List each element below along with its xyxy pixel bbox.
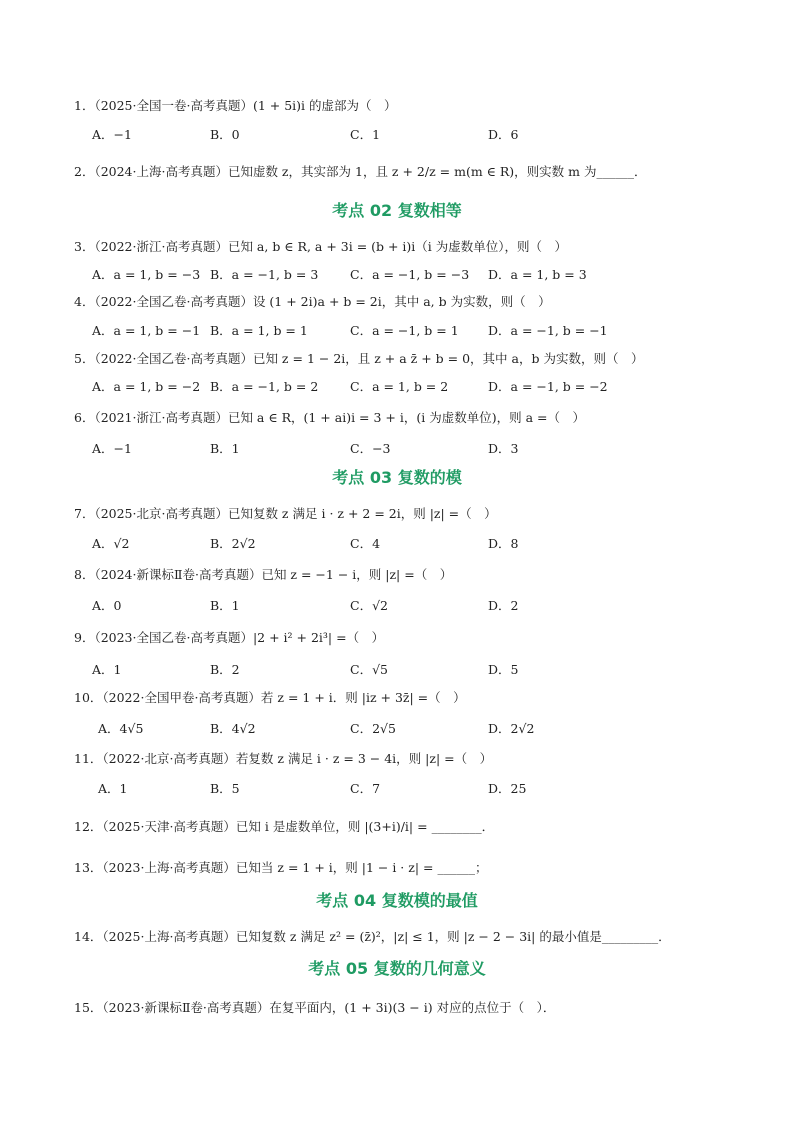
q3-option-d: D．a = 1, b = 3 xyxy=(488,267,587,282)
q5-option-b: B．a = −1, b = 2 xyxy=(210,379,319,394)
q5-option-a: A．a = 1, b = −2 xyxy=(92,379,201,394)
q10-option-c: C．2√5 xyxy=(350,721,396,736)
q1-option-b: B．0 xyxy=(210,127,240,142)
question-8: 8．（2024·新课标Ⅱ卷·高考真题）已知 z = −1 − i，则 |z| =（ ） xyxy=(74,567,453,582)
q9-option-b: B．2 xyxy=(210,662,240,677)
question-6: 6．（2021·浙江·高考真题）已知 a ∈ R，(1 + ai)i = 3 + i，(i 为虚数单位)，则 a =（ ） xyxy=(74,410,585,425)
q6-option-c: C．−3 xyxy=(350,441,391,456)
q7-option-d: D．8 xyxy=(488,536,519,551)
q1-option-d: D．6 xyxy=(488,127,519,142)
q10-option-d: D．2√2 xyxy=(488,721,535,736)
question-14: 14．（2025·上海·高考真题）已知复数 z 满足 z² = (z̄)²，|z| ≤ 1，则 |z − 2 − 3i| 的最小值是_________． xyxy=(74,929,671,944)
question-5: 5．（2022·全国乙卷·高考真题）已知 z = 1 − 2i，且 z + a z̄ + b = 0，其中 a，b 为实数，则（ ） xyxy=(74,351,644,366)
q4-option-a: A．a = 1, b = −1 xyxy=(92,323,201,338)
section-heading-05: 考点 05 复数的几何意义 xyxy=(308,959,486,978)
question-15: 15．（2023·新课标Ⅱ卷·高考真题）在复平面内，(1 + 3i)(3 − i) 对应的点位于（ ）． xyxy=(74,1000,556,1015)
q3-option-b: B．a = −1, b = 3 xyxy=(210,267,319,282)
question-12: 12．（2025·天津·高考真题）已知 i 是虚数单位，则 |(3+i)/i| = ________． xyxy=(74,819,495,834)
q1-option-c: C．1 xyxy=(350,127,381,142)
q7-option-c: C．4 xyxy=(350,536,381,551)
q4-option-c: C．a = −1, b = 1 xyxy=(350,323,459,338)
q7-option-a: A．√2 xyxy=(92,536,130,551)
q9-option-c: C．√5 xyxy=(350,662,388,677)
q5-option-c: C．a = 1, b = 2 xyxy=(350,379,449,394)
question-11: 11．（2022·北京·高考真题）若复数 z 满足 i · z = 3 − 4i，则 |z| =（ ） xyxy=(74,751,493,766)
q11-option-b: B．5 xyxy=(210,781,240,796)
section-heading-03: 考点 03 复数的模 xyxy=(332,468,462,487)
question-7: 7．（2025·北京·高考真题）已知复数 z 满足 i · z + 2 = 2i，则 |z| =（ ） xyxy=(74,506,497,521)
q8-option-c: C．√2 xyxy=(350,598,388,613)
q10-option-a: A．4√5 xyxy=(98,721,144,736)
q8-option-b: B．1 xyxy=(210,598,240,613)
q11-option-c: C．7 xyxy=(350,781,381,796)
question-13: 13．（2023·上海·高考真题）已知当 z = 1 + i，则 |1 − i · z| = ______； xyxy=(74,860,488,875)
q4-option-d: D．a = −1, b = −1 xyxy=(488,323,608,338)
section-heading-02: 考点 02 复数相等 xyxy=(332,201,462,220)
q9-option-a: A．1 xyxy=(92,662,122,677)
q6-option-d: D．3 xyxy=(488,441,519,456)
q9-option-d: D．5 xyxy=(488,662,519,677)
q10-option-b: B．4√2 xyxy=(210,721,256,736)
q8-option-a: A．0 xyxy=(92,598,122,613)
q3-option-c: C．a = −1, b = −3 xyxy=(350,267,470,282)
q6-option-b: B．1 xyxy=(210,441,240,456)
q4-option-b: B．a = 1, b = 1 xyxy=(210,323,308,338)
q7-option-b: B．2√2 xyxy=(210,536,256,551)
question-1: 1．（2025·全国一卷·高考真题）(1 + 5i)i 的虚部为（ ） xyxy=(74,98,397,113)
question-10: 10．（2022·全国甲卷·高考真题）若 z = 1 + i．则 |iz + 3z̄| =（ ） xyxy=(74,690,466,705)
q3-option-a: A．a = 1, b = −3 xyxy=(92,267,201,282)
question-9: 9．（2023·全国乙卷·高考真题）|2 + i² + 2i³| =（ ） xyxy=(74,630,385,645)
q11-option-a: A．1 xyxy=(98,781,128,796)
q1-option-a: A．−1 xyxy=(92,127,132,142)
q6-option-a: A．−1 xyxy=(92,441,132,456)
question-3: 3．（2022·浙江·高考真题）已知 a, b ∈ R, a + 3i = (b + i)i（i 为虚数单位），则（ ） xyxy=(74,239,568,254)
section-heading-04: 考点 04 复数模的最值 xyxy=(316,891,478,910)
question-4: 4．（2022·全国乙卷·高考真题）设 (1 + 2i)a + b = 2i，其中 a, b 为实数，则（ ） xyxy=(74,294,551,309)
q11-option-d: D．25 xyxy=(488,781,527,796)
q8-option-d: D．2 xyxy=(488,598,519,613)
q5-option-d: D．a = −1, b = −2 xyxy=(488,379,608,394)
question-2: 2．（2024·上海·高考真题）已知虚数 z，其实部为 1，且 z + 2/z = m(m ∈ R)，则实数 m 为______． xyxy=(74,164,647,179)
